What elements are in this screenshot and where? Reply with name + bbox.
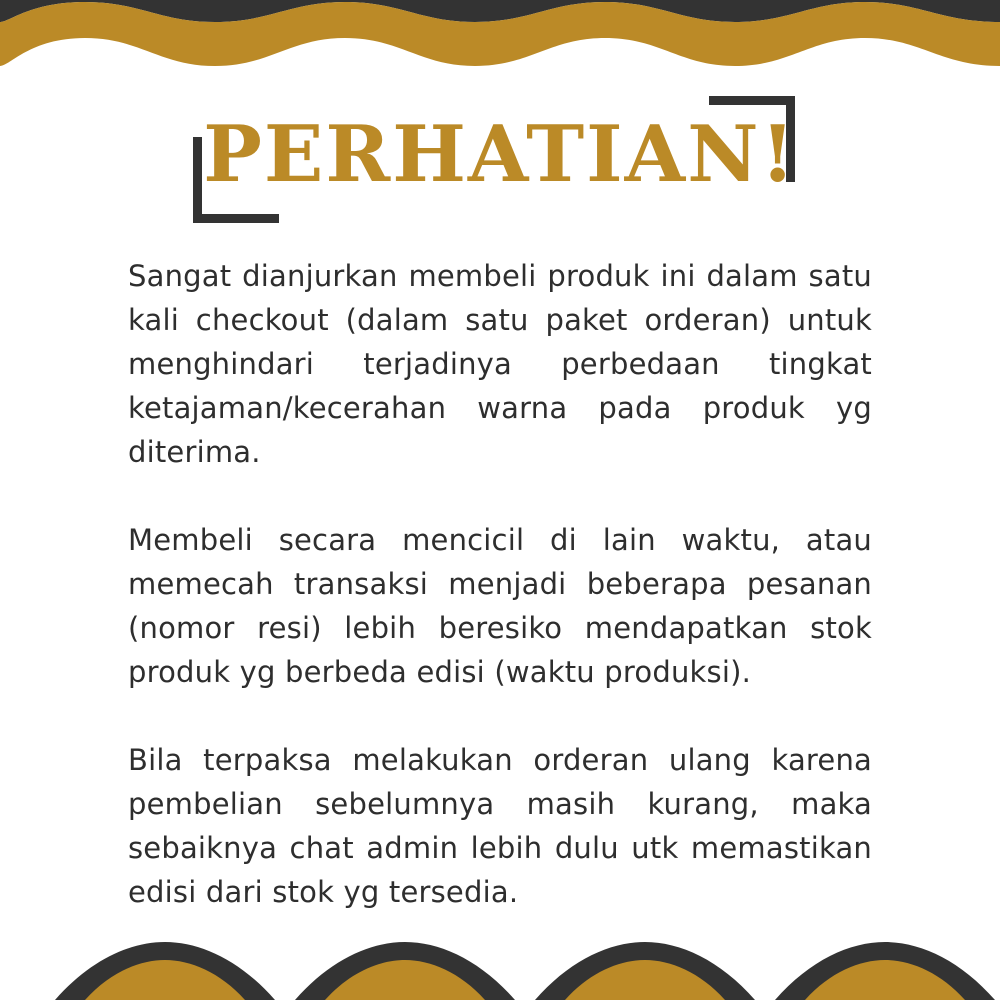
bottom-wave-decoration <box>0 920 1000 1000</box>
notice-paragraph-3: Bila terpaksa melakukan orderan ulang karena pembelian sebelumnya masih kurang, maka sebaiknya chat admin lebih dulu utk memastikan edisi dari stok yg tersedia. <box>128 743 872 909</box>
notice-paragraph-2: Membeli secara mencicil di lain waktu, atau memecah transaksi menjadi beberapa pesanan (nomor resi) lebih beresiko mendapatkan stok produk yg berbeda edisi (waktu produksi). <box>128 523 872 689</box>
page-title: PERHATIAN! <box>203 109 797 200</box>
notice-paragraph-1: Sangat dianjurkan membeli produk ini dalam satu kali checkout (dalam satu paket orderan) untuk menghindari terjadinya perbedaan tingkat ketajaman/kecerahan warna pada produk yg diterima. <box>128 259 872 469</box>
top-wave-decoration <box>0 0 1000 90</box>
notice-body <box>128 254 872 958</box>
